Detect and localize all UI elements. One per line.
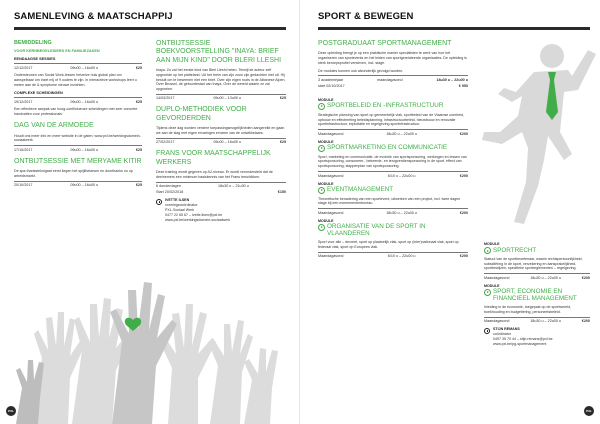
module-header bbox=[318, 186, 468, 194]
section-title-duplo: DUPLO-METHODIEK VOOR GEVORDERDEN bbox=[156, 106, 247, 122]
section-title-kitir: ONTBIJTSESSIE MET MERYAME KITIR bbox=[14, 157, 142, 165]
right-page-header: SPORT & BEWEGEN bbox=[318, 11, 414, 22]
section-title-bemiddeling: BEMIDDELING bbox=[14, 40, 52, 46]
module-row bbox=[484, 276, 590, 280]
section-title-armoede: DAG VAN DE ARMOEDE bbox=[14, 122, 94, 130]
armoede-description: Houdt ons meer info en meer website in de gaten: www.pxl.be/werkingsdomein-sociaalwerk bbox=[14, 133, 141, 143]
module-label: MODULE bbox=[318, 218, 334, 223]
left-column-1 bbox=[14, 40, 142, 187]
module-header bbox=[318, 102, 468, 110]
contact-person-icon bbox=[156, 199, 162, 205]
right-column-2 bbox=[484, 238, 590, 347]
module-row bbox=[318, 254, 468, 258]
module-title-sportrecht: SPORTRECHT bbox=[493, 246, 537, 254]
module-title-organisatie: ORGANISATIE VAN DE SPORT IN VLAANDEREN bbox=[327, 223, 426, 238]
row-date: 20/10/2017 bbox=[14, 183, 33, 188]
row-time: 18u30 u – 22u00 u bbox=[530, 275, 561, 280]
session-description: Ondersteunen van Social Work-lessen hetzelve huis global plan om aanspelbaar om inzet mij of 9 ouders te zijn. In interactieve workshops leert u meten aan de & symptome nieuwe inzichten. bbox=[14, 73, 137, 87]
row-date: 27/02/2017 bbox=[156, 140, 175, 145]
divider bbox=[484, 317, 590, 318]
divider bbox=[318, 208, 468, 209]
play-circle-icon bbox=[484, 289, 491, 296]
duplo-row bbox=[156, 140, 286, 144]
row-date: 6 donderdagen bbox=[156, 184, 181, 189]
module-description: Statuut van de sportbeoefenaar, waarin rechtspersoonlijkheid, subsidiëring in de sport, verzekering en aansprakelijkheid, sportbewijzen, specifieke sportreglementen – regelgeving. bbox=[484, 257, 583, 271]
row-time: maandagavond bbox=[377, 77, 403, 82]
divider bbox=[318, 129, 468, 130]
contact-name: IVETTE ILSEN bbox=[165, 198, 190, 203]
row-time: 09u00 – 16u00 u bbox=[70, 147, 98, 152]
raised-hands-illustration bbox=[12, 238, 284, 424]
contact-line: 0477 22 65 67 – ivette.ilsen@pxl.be bbox=[165, 212, 223, 217]
play-circle-icon bbox=[318, 224, 325, 231]
row-price: €150 bbox=[277, 190, 286, 195]
frans-row bbox=[156, 190, 286, 194]
contact-person-icon bbox=[484, 328, 490, 334]
module-description: Theoretische benadering van een sportevent, uitwerken van een project, incl. twee dagen stage bij een evenementenbureau. bbox=[318, 196, 461, 206]
row-date: Maandagavond bbox=[318, 173, 344, 178]
postgraduaat-description: Deze opleiding brengt je op een praktische manier specialisten te werk van hoe het organiseren van sportevents en het leiden van sportgerelateerde organisaties. De opleiding is sterk beroepsprofiel verweven, incl. stage. bbox=[318, 51, 467, 65]
contact-website-link[interactable]: www.pxl.be/werkingsdomein-sociaalwerk bbox=[165, 217, 231, 222]
left-column-2 bbox=[156, 40, 286, 222]
module-row bbox=[484, 319, 590, 323]
row-date: 14/03/2017 bbox=[156, 96, 175, 101]
row-date: 12/12/2017 bbox=[14, 66, 33, 71]
module-label: MODULE bbox=[484, 283, 500, 288]
module-description: Strategische planning van sport op gemeentelijk vlak, sportbeleid van de Vlaamse overheid, opbouw en effectmeting beleidsplanning, infrastructuurbeleid, nieuwbouw en renovatie sportinfrastructuur, exploitatie en regelgeving sportinfrastructuur. bbox=[318, 112, 465, 127]
module-label: MODULE bbox=[318, 139, 334, 144]
play-circle-icon bbox=[318, 145, 325, 152]
row-price: €25 bbox=[135, 99, 142, 104]
row-price: €200 bbox=[459, 131, 468, 136]
row-price: €200 bbox=[581, 319, 590, 324]
divider bbox=[318, 171, 468, 172]
module-title-economie: SPORT, ECONOMIE EN FINANCIEEL MANAGEMENT bbox=[493, 288, 577, 303]
module-row bbox=[318, 174, 468, 178]
row-date: Start 20/02/2018 bbox=[156, 190, 184, 195]
divider bbox=[318, 75, 468, 76]
row-time: 6/10 u – 22u00 u bbox=[387, 173, 416, 178]
divider bbox=[14, 181, 142, 182]
play-circle-icon bbox=[318, 187, 325, 194]
module-description: Sport voor alle – decreet, sport op plaatselijk vlak, sport op (inter)nationaal vlak, sport op federaal vlak, sport op Europees vlak. bbox=[318, 240, 459, 249]
module-header bbox=[484, 247, 590, 255]
frans-row bbox=[156, 184, 286, 188]
module-header bbox=[318, 223, 468, 237]
divider bbox=[156, 94, 286, 95]
module-title-eventmanagement: EVENTMANAGEMENT bbox=[327, 186, 394, 194]
contact-name: STIJN REMANS bbox=[493, 327, 520, 332]
row-date: Maandagavond bbox=[318, 131, 344, 136]
divider bbox=[318, 252, 468, 253]
left-header-rule bbox=[14, 27, 286, 30]
contact-line: PXL-Sociaal Werk bbox=[165, 207, 195, 212]
module-label: MODULE bbox=[318, 181, 334, 186]
module-title-sportbeleid: SPORTBELEID EN -INFRASTRUCTUUR bbox=[327, 102, 444, 110]
section-title-postgraduaat: POSTGRADUAAT SPORTMANAGEMENT bbox=[318, 40, 452, 47]
left-page-header: SAMENLEVING & MAATSCHAPPIJ bbox=[14, 11, 173, 22]
row-price: €25 bbox=[135, 183, 142, 188]
row-price: €25 bbox=[135, 66, 142, 71]
row-time: 09u00 – 16u00 u bbox=[70, 66, 98, 71]
armoede-row bbox=[14, 148, 142, 152]
row-time: 09u00 – 16u00 u bbox=[213, 140, 241, 145]
row-time: 18u30 u – 22u00 u bbox=[386, 210, 417, 215]
row-price: €25 bbox=[279, 140, 286, 145]
module-description: Sport, marketing en communicatie, de evolutie van sportsponsoring, werkingen en lessen van sportsponsoring, consumeer-, bekeerde- en terugverdiensponsoring in de sport, effect van sportsponsoring, stappenplan van sportsponsoring. bbox=[318, 154, 467, 169]
row-price: €200 bbox=[581, 275, 590, 280]
page-number-badge: PXL bbox=[584, 406, 594, 416]
session-label: EENDAAGSE SESSIES bbox=[14, 57, 56, 62]
contact-website-link[interactable]: www.pxl.be/pg-sportmanagement bbox=[493, 341, 547, 346]
row-time: 6/10 u – 22u00 u bbox=[387, 254, 416, 259]
row-price: € 950 bbox=[458, 83, 468, 88]
section-subtitle: VOOR KERNBEGELEIDERS EN FAMILIEZAKEN bbox=[14, 49, 100, 54]
kitir-row bbox=[14, 183, 142, 187]
contact-line: coördinator bbox=[493, 332, 511, 337]
row-time: 09u00 – 16u00 u bbox=[70, 183, 98, 188]
kitir-description: De spa-thanksteknigaat eerst liegen het spijlibelarsen en doorthanks nu op arbeidsmarkt. bbox=[14, 169, 133, 178]
right-page bbox=[300, 0, 600, 424]
module-header bbox=[484, 288, 590, 302]
play-circle-icon bbox=[484, 247, 491, 254]
postgraduaat-note: De modules kunnen ook afzonderlijk gevolgd worden. bbox=[318, 68, 404, 73]
frans-description: Deze training wordt gegeven op A2-niveau. Er wordt verondersteld dat de deelnemers een minimum basiskennis van het Frans beschikken. bbox=[156, 170, 273, 179]
row-date: 3 academiejaar bbox=[318, 77, 344, 82]
row-price: €200 bbox=[459, 210, 468, 215]
row-date: 19/12/2017 bbox=[14, 99, 33, 104]
module-label: MODULE bbox=[484, 242, 500, 246]
contact-line: 0497 35 70 44 – stijn.remans@pxl.be bbox=[493, 337, 553, 342]
row-time: 18u30 u – 22u00 u bbox=[530, 319, 561, 324]
module-title-sportmarketing: SPORTMARKETING EN COMMUNICATIE bbox=[327, 144, 448, 152]
boekvoorstelling-row bbox=[156, 96, 286, 100]
row-price: 18u30 u – 22u00 u bbox=[436, 77, 468, 82]
module-row bbox=[318, 211, 468, 215]
row-date: start 02/10/2017 bbox=[318, 83, 345, 88]
row-price: €200 bbox=[459, 254, 468, 259]
divider bbox=[14, 145, 142, 146]
session-label: COMPLEXE SCHEIDINGEN bbox=[14, 91, 63, 96]
section-title-frans: FRANS VOOR MAATSCHAPPELIJK WERKERS bbox=[156, 150, 271, 166]
row-time: 09u00 – 13u00 u bbox=[213, 96, 241, 101]
session-description: Een effectieve aanpak van hoog-conflictueuze scheidingen met zeer concrete handvatten voor professionals. bbox=[14, 106, 138, 116]
module-header bbox=[318, 144, 468, 152]
row-price: €25 bbox=[279, 96, 286, 101]
divider bbox=[156, 182, 286, 183]
divider bbox=[14, 63, 142, 64]
contact-block bbox=[484, 327, 590, 346]
divider bbox=[484, 273, 590, 274]
row-price: €25 bbox=[135, 147, 142, 152]
right-header-rule bbox=[318, 27, 590, 30]
row-time: 18u30 u – 21u30 u bbox=[218, 184, 249, 189]
section-title-boekvoorstelling: ONTBIJTSESSIE BOEKVOORSTELLING "INAYA: BRIEF AAN MIJN KIND" DOOR BLERI LLESHI bbox=[156, 40, 282, 64]
right-column-1 bbox=[318, 40, 468, 258]
row-date: Maandagavond bbox=[318, 254, 344, 259]
divider bbox=[14, 97, 142, 98]
module-label: MODULE bbox=[318, 97, 334, 102]
row-date: Maandagavond bbox=[318, 210, 344, 215]
row-time: 18u30 u – 22u00 u bbox=[386, 131, 417, 136]
row-price: €200 bbox=[459, 173, 468, 178]
play-circle-icon bbox=[318, 103, 325, 110]
module-description: Inleiding in de economie, toegepast op de sportwereld, boekhouding en budgettering, personeelsbeleid. bbox=[484, 305, 572, 315]
postgraduaat-row bbox=[318, 78, 468, 82]
contact-block bbox=[156, 198, 286, 222]
duplo-description: Tijdens deze dag worden verdere toepassingsmogelijkheden aangereikt en gaan we aan de slag met eigen ervaringen ervaren van de ontwikkelaars. bbox=[156, 126, 285, 135]
row-time: 09u00 – 16u00 u bbox=[70, 99, 98, 104]
divider bbox=[156, 138, 286, 139]
row-date: 17/10/2017 bbox=[14, 147, 33, 152]
runner-illustration bbox=[468, 36, 598, 236]
row-date: Maandagavond bbox=[484, 319, 510, 324]
session-row bbox=[14, 66, 142, 70]
session-row bbox=[14, 100, 142, 104]
module-row bbox=[318, 132, 468, 136]
contact-line: vormingscoördinator bbox=[165, 202, 198, 207]
row-date: Maandagavond bbox=[484, 275, 510, 280]
boekvoorstelling-description: Inaya. Zo zal het eerste kind van Bleri Lleshi heten. Terwijl de auteur zelf opgroeide op het platteland. Uit het brein van zijn zoon zijn gedachten niet uit. Hij besluit om te beseenen niet een brief. Over zijn eigen roots in de Albanese Alpen. Over Brussel, de geboortestad van Inaya. Over de wereld waarin ze zal opgroeien. bbox=[156, 68, 286, 92]
page-number-badge: PXL bbox=[6, 406, 16, 416]
